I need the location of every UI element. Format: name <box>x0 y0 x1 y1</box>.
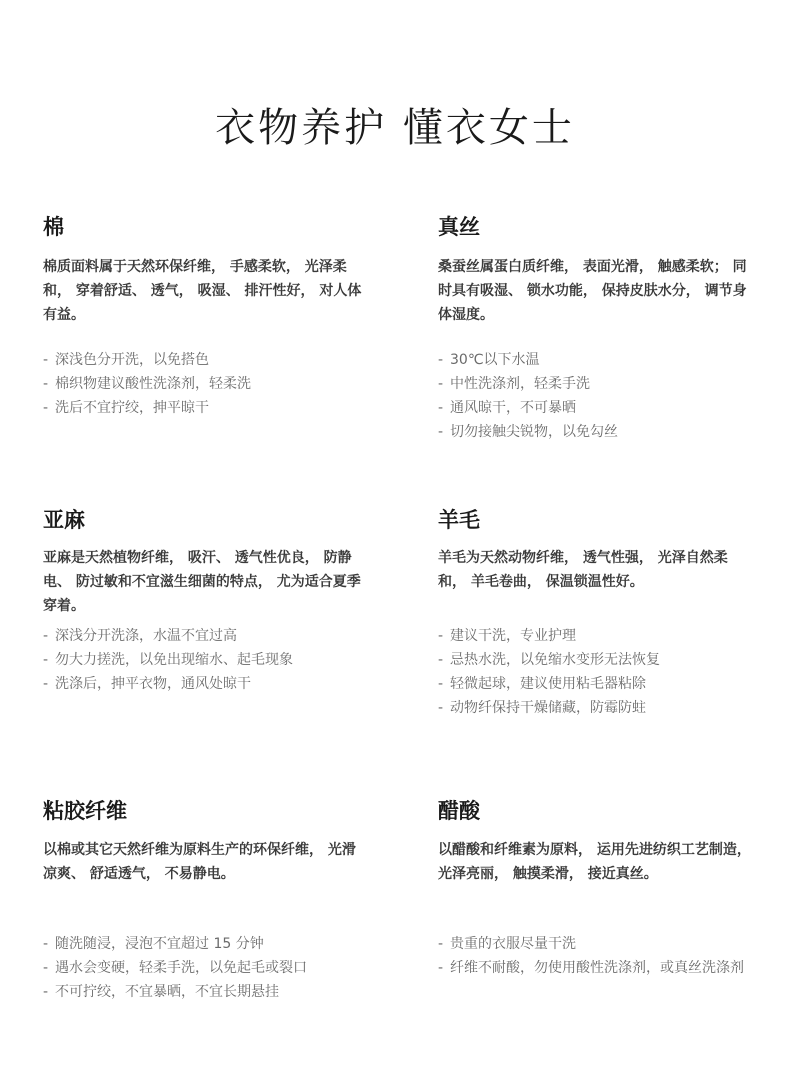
section-acetate <box>438 796 758 976</box>
care-tips-list-linen <box>43 624 363 696</box>
care-tip-item: - 深浅色分开洗，以免搭色 <box>43 352 209 368</box>
section-linen <box>43 505 363 692</box>
section-title-wool: 羊毛 <box>438 508 480 532</box>
section-description-cotton: 棉质面料属于天然环保纤维， 手感柔软， 光泽柔和， 穿着舒适、 透气， 吸湿、 排汗性好， 对人体有益。 <box>43 259 362 323</box>
care-tip-item: - 建议干洗，专业护理 <box>438 628 576 644</box>
care-tip-item: - 洗后不宜拧绞，抻平晾干 <box>43 400 209 416</box>
section-description-linen: 亚麻是天然植物纤维， 吸汗、 透气性优良， 防静电、 防过敏和不宜滋生细菌的特点， 尤为适合夏季穿着。 <box>43 550 361 614</box>
care-tip-item: - 动物纤保持干燥储藏，防霉防蛀 <box>438 700 646 716</box>
care-tip-item: - 深浅分开洗涤，水温不宜过高 <box>43 628 237 644</box>
care-tip-item: - 通风晾干，不可暴晒 <box>438 400 576 416</box>
care-tip-item: - 轻微起球，建议使用粘毛器粘除 <box>438 676 646 692</box>
care-tip-item: - 30℃以下水温 <box>438 352 540 368</box>
care-tip-item: - 遇水会变硬，轻柔手洗，以免起毛或裂口 <box>43 960 307 976</box>
care-tip-item: - 棉织物建议酸性洗涤剂，轻柔洗 <box>43 376 251 392</box>
care-tip-item: - 贵重的衣服尽量干洗 <box>438 936 576 952</box>
care-tip-item: - 勿大力搓洗，以免出现缩水、起毛现象 <box>43 652 293 668</box>
section-title-silk: 真丝 <box>438 215 480 239</box>
care-tip-item: - 随洗随浸，浸泡不宜超过 15 分钟 <box>43 936 264 952</box>
section-description-acetate: 以醋酸和纤维素为原料， 运用先进纺织工艺制造， 光泽亮丽， 触摸柔滑， 接近真丝。 <box>438 842 751 882</box>
page-title: 衣物养护 懂衣女士 <box>215 105 575 151</box>
section-description-viscose: 以棉或其它天然纤维为原料生产的环保纤维， 光滑凉爽、 舒适透气， 不易静电。 <box>43 842 356 882</box>
care-tips-list-cotton <box>43 348 363 420</box>
care-tip-item: - 不可拧绞，不宜暴晒，不宜长期悬挂 <box>43 984 279 1000</box>
care-tip-item: - 忌热水洗，以免缩水变形无法恢复 <box>438 652 660 668</box>
care-tip-item: - 中性洗涤剂，轻柔手洗 <box>438 376 590 392</box>
section-title-cotton: 棉 <box>43 215 64 239</box>
care-tips-list-viscose <box>43 932 363 1004</box>
care-tips-list-wool <box>438 624 758 720</box>
section-title-viscose: 粘胶纤维 <box>43 799 127 823</box>
care-tips-list-silk <box>438 348 758 444</box>
section-silk <box>438 212 758 440</box>
section-cotton <box>43 212 363 416</box>
section-title-linen: 亚麻 <box>43 508 85 532</box>
section-wool <box>438 505 758 716</box>
section-description-silk: 桑蚕丝属蛋白质纤维， 表面光滑， 触感柔软； 同时具有吸湿、 锁水功能， 保持皮肤水分， 调节身体湿度。 <box>438 259 747 323</box>
care-tip-item: - 洗涤后，抻平衣物，通风处晾干 <box>43 676 251 692</box>
care-tips-list-acetate <box>438 932 754 980</box>
section-title-acetate: 醋酸 <box>438 799 480 823</box>
section-viscose <box>43 796 363 1000</box>
care-tip-item: - 切勿接触尖锐物，以免勾丝 <box>438 424 618 440</box>
care-tip-item: - 纤维不耐酸，勿使用酸性洗涤剂，或真丝洗涤剂 <box>438 960 744 976</box>
section-description-wool: 羊毛为天然动物纤维， 透气性强， 光泽自然柔和， 羊毛卷曲， 保温锁温性好。 <box>438 550 728 590</box>
